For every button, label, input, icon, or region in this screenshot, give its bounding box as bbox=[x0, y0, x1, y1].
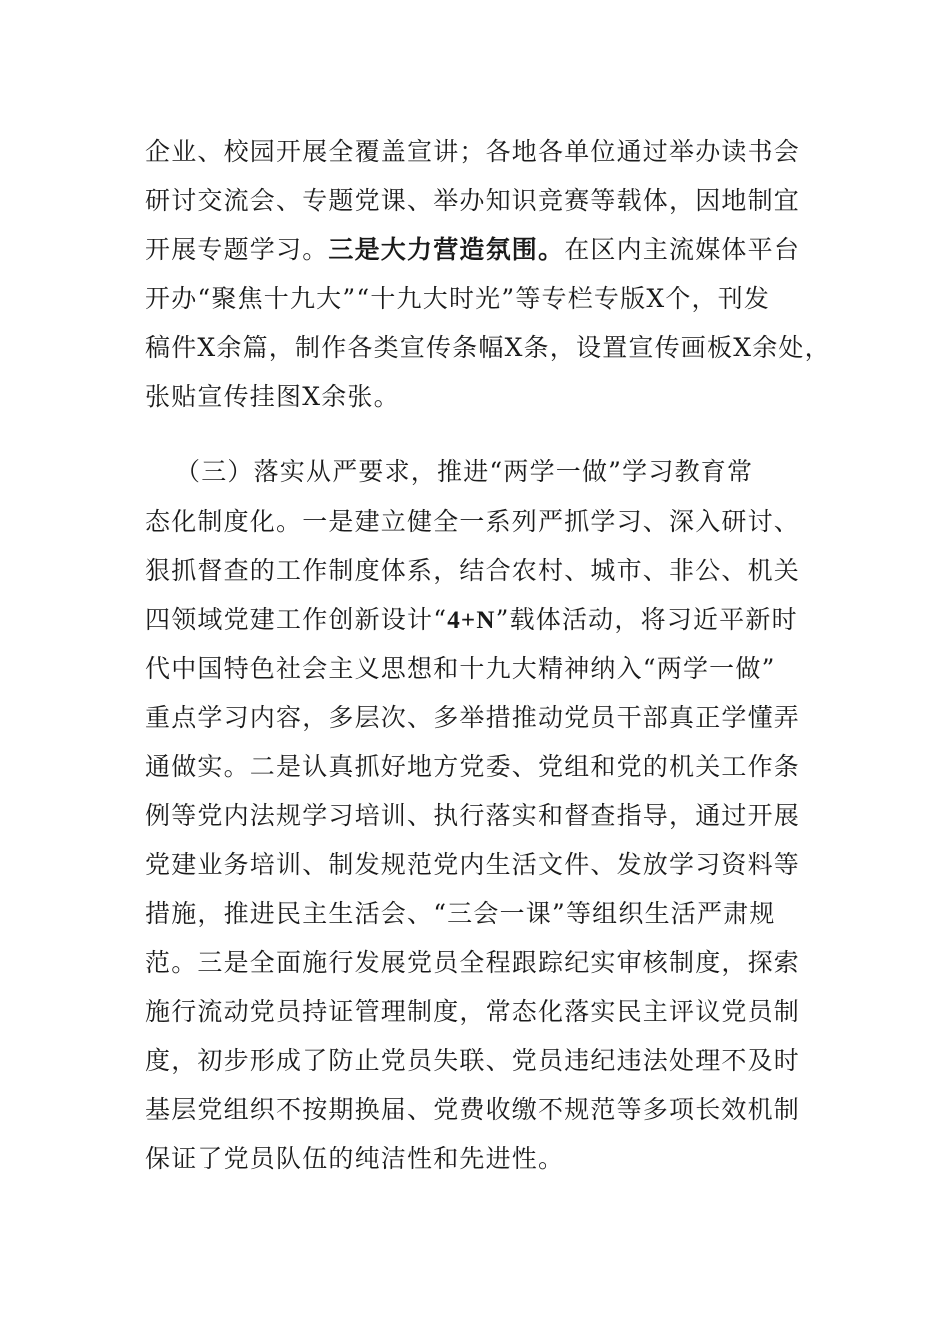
paragraph-line: 措施，推进民主生活会、“三会一课”等组织生活严肃规 bbox=[145, 899, 776, 928]
paragraph-line: 例等党内法规学习培训、执行落实和督查指导，通过开展 bbox=[145, 801, 801, 830]
paragraph-line: 施行流动党员持证管理制度，常态化落实民主评议党员制 bbox=[145, 997, 801, 1026]
section-heading-line: （三）落实从严要求，推进“两学一做”学习教育常 bbox=[175, 457, 754, 486]
paragraph-line: 态化制度化。一是建立健全一系列严抓学习、深入研讨、 bbox=[145, 507, 801, 536]
paragraph-line: 开办“聚焦十九大”“十九大时光”等专栏专版X个，刊发 bbox=[145, 284, 771, 313]
paragraph-line: 度，初步形成了防止党员失联、党员违纪违法处理不及时 bbox=[145, 1046, 801, 1075]
text-run: 开展专题学习。 bbox=[145, 235, 329, 264]
paragraph-line: 基层党组织不按期换届、党费收缴不规范等多项长效机制 bbox=[145, 1095, 801, 1124]
text-run-latin: 4+N bbox=[447, 607, 496, 634]
text-run: 四领域党建工作创新设计“ bbox=[145, 605, 448, 634]
paragraph-line: 党建业务培训、制发规范党内生活文件、发放学习资料等 bbox=[145, 850, 801, 879]
paragraph-line: 张贴宣传挂图X余张。 bbox=[145, 382, 400, 411]
paragraph-line: 狠抓督查的工作制度体系，结合农村、城市、非公、机关 bbox=[145, 556, 801, 585]
paragraph-line: 保证了党员队伍的纯洁性和先进性。 bbox=[145, 1144, 565, 1173]
paragraph-line: 重点学习内容，多层次、多举措推动党员干部真正学懂弄 bbox=[145, 703, 801, 732]
paragraph-line: 代中国特色社会主义思想和十九大精神纳入“两学一做” bbox=[145, 654, 776, 683]
bold-heading-run: 三是大力营造氛围。 bbox=[328, 235, 565, 264]
paragraph-line bbox=[145, 600, 845, 640]
paragraph-line: 通做实。二是认真抓好地方党委、党组和党的机关工作条 bbox=[145, 752, 801, 781]
text-run: ”载体活动，将习近平新时 bbox=[495, 605, 798, 634]
paragraph-line: 范。三是全面施行发展党员全程跟踪纪实审核制度，探索 bbox=[145, 948, 801, 977]
paragraph-line bbox=[145, 230, 845, 270]
paragraph-line: 研讨交流会、专题党课、举办知识竞赛等载体，因地制宜 bbox=[145, 186, 801, 215]
text-run: 在区内主流媒体平台 bbox=[564, 235, 801, 264]
paragraph-line: 稿件X余篇，制作各类宣传条幅X条，设置宣传画板X余处， bbox=[145, 333, 831, 362]
paragraph-line: 企业、校园开展全覆盖宣讲；各地各单位通过举办读书会 bbox=[145, 137, 801, 166]
